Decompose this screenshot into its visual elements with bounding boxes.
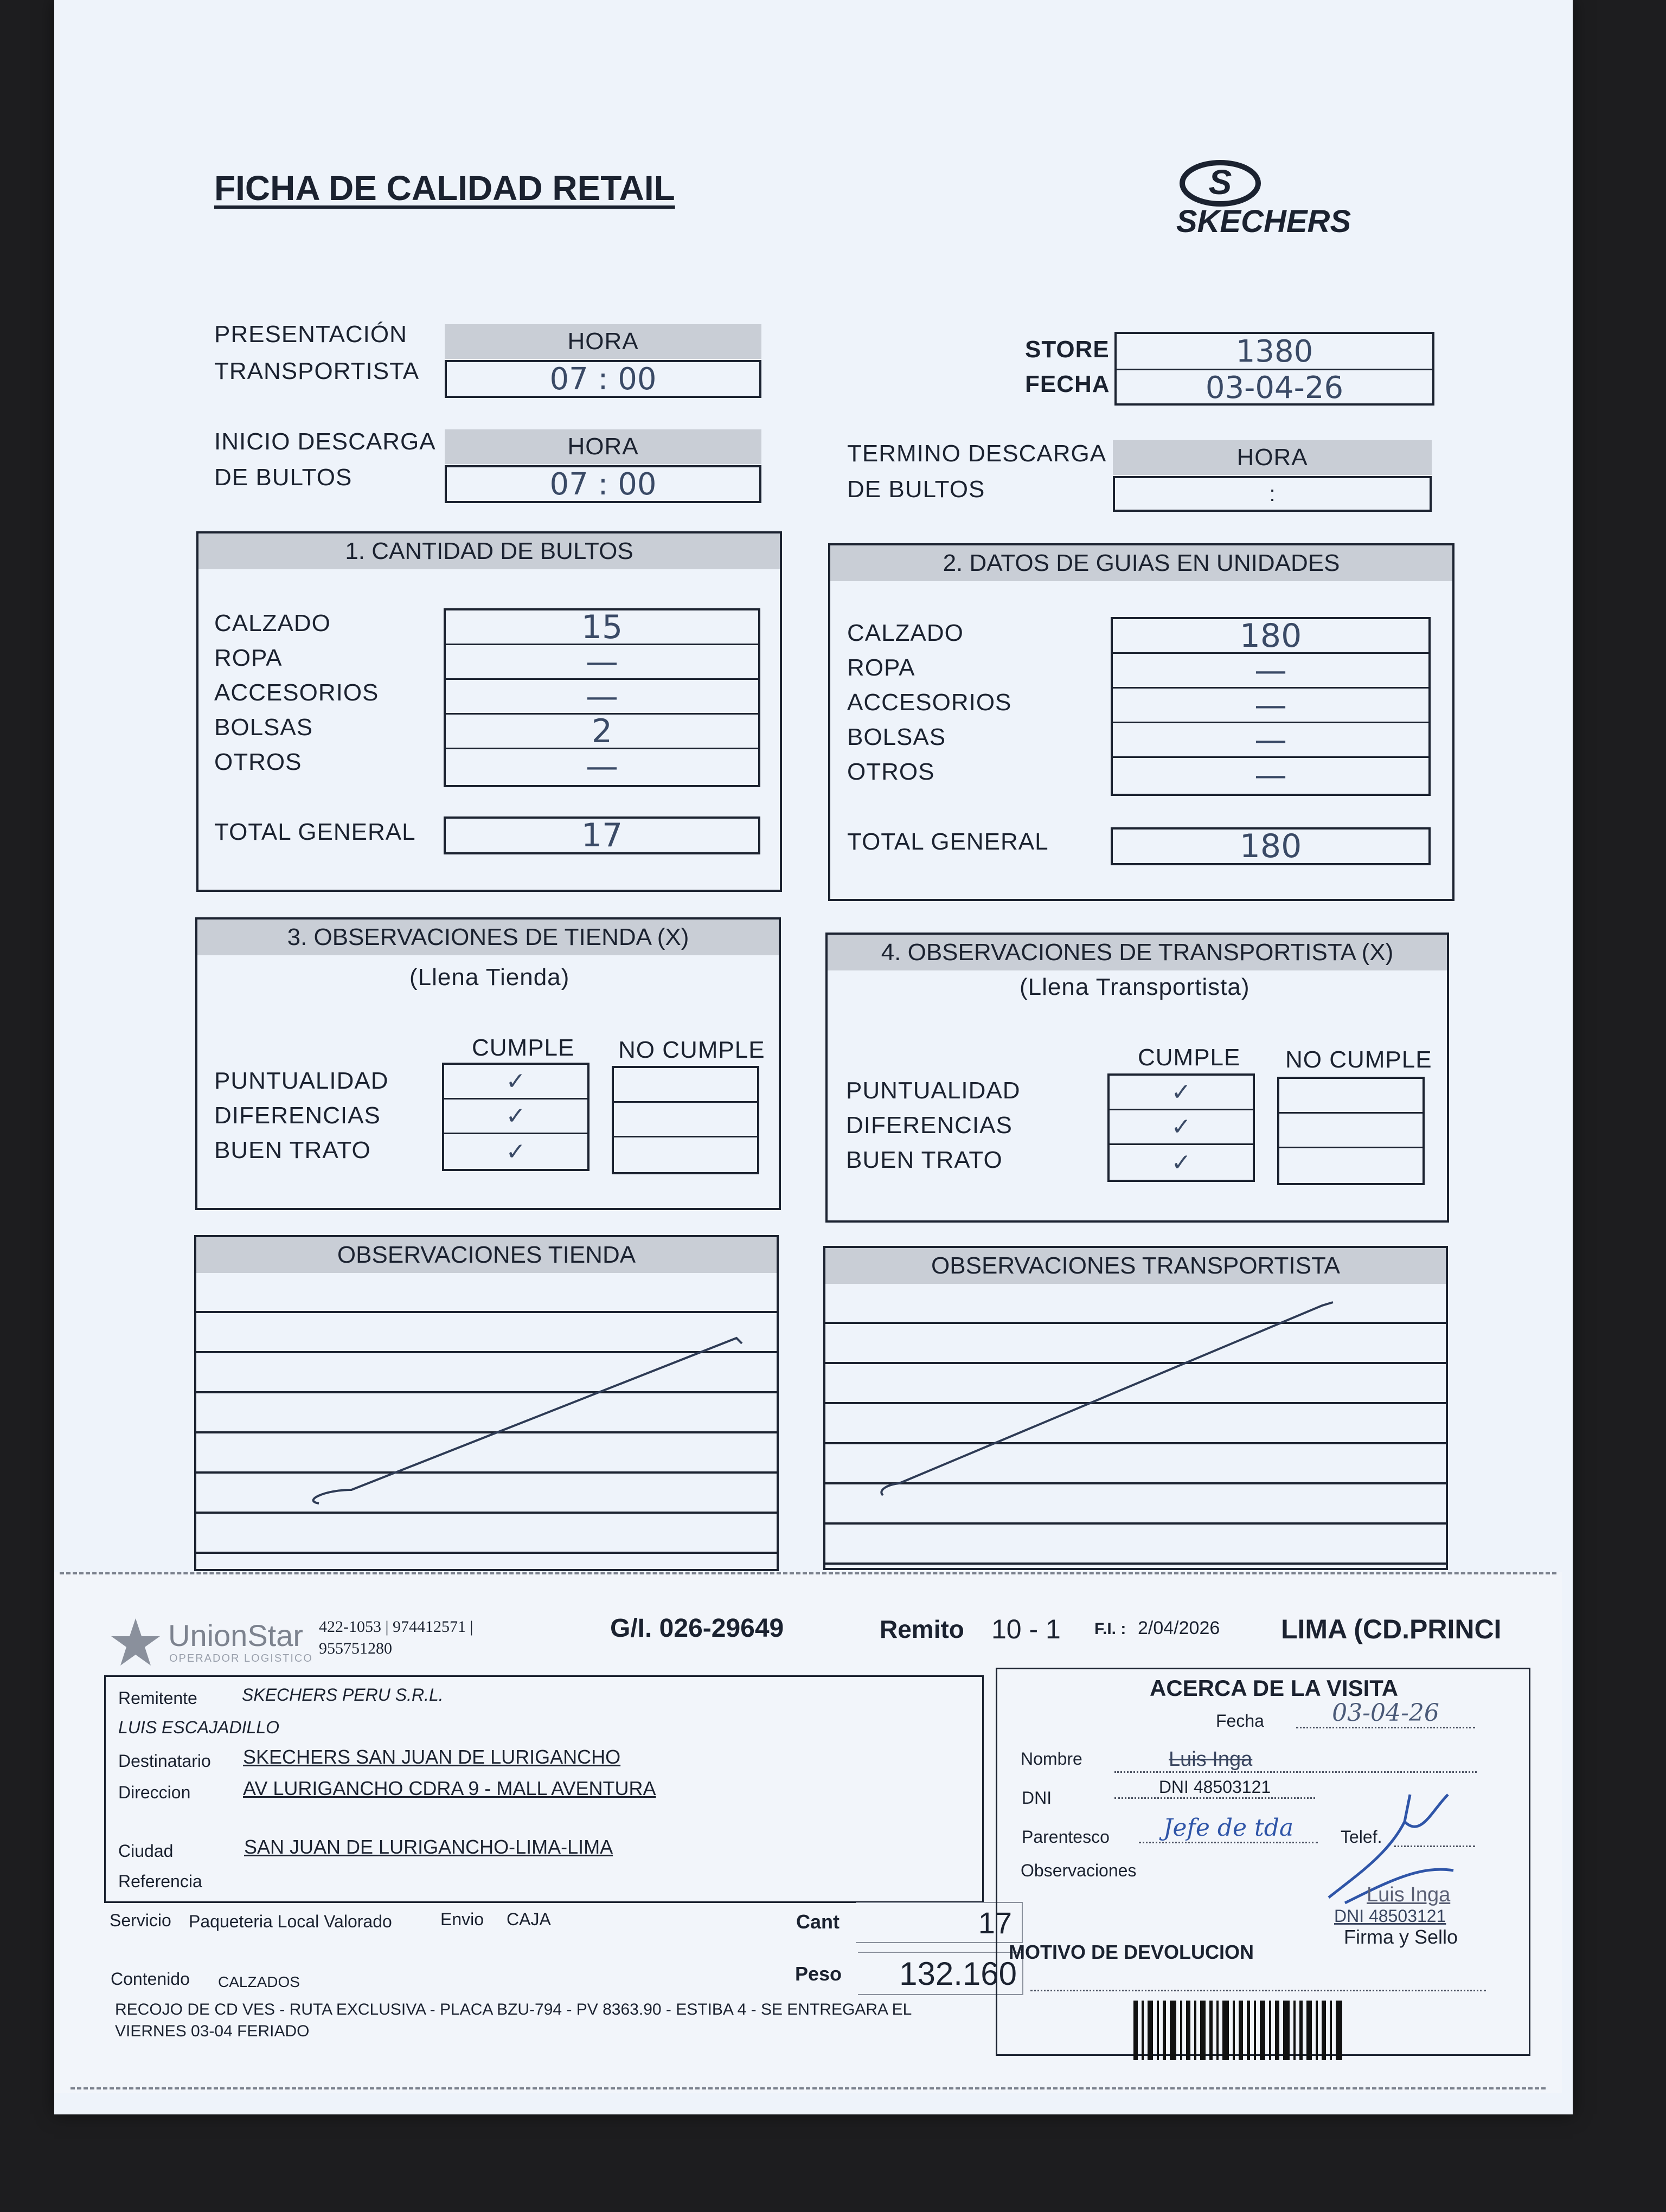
skechers-logo xyxy=(1139,157,1367,244)
barcode xyxy=(1133,2001,1346,2063)
remitente-value: SKECHERS PERU S.R.L. xyxy=(242,1685,444,1705)
accesorios-bultos-field[interactable]: — xyxy=(446,680,758,715)
company-name: UnionStar xyxy=(168,1618,304,1652)
ropa-label: ROPA xyxy=(214,645,283,671)
perforation-bottom xyxy=(71,2087,1546,2089)
servicio-value: Paqueteria Local Valorado xyxy=(189,1912,392,1931)
peso-label: Peso xyxy=(795,1963,842,1985)
shipping-slip xyxy=(54,1572,1562,2093)
inicio-hora-field[interactable]: 07 : 00 xyxy=(445,465,761,503)
ropa-bultos-field[interactable]: — xyxy=(446,645,758,680)
buen-trato-label: BUEN TRATO xyxy=(214,1137,371,1163)
accesorios-unidades-field[interactable]: — xyxy=(1113,689,1428,723)
fecha-field[interactable]: 03-04-26 xyxy=(1205,370,1344,406)
ropa-label: ROPA xyxy=(847,654,915,681)
remitente-label: Remitente xyxy=(118,1688,197,1708)
envio-value: CAJA xyxy=(507,1909,551,1929)
section1-title: 1. CANTIDAD DE BULTOS xyxy=(198,533,780,569)
bolsas-label: BOLSAS xyxy=(847,724,946,750)
company-tagline: OPERADOR LOGISTICO xyxy=(169,1652,313,1664)
buen-trato-cumple-check[interactable]: ✓ xyxy=(1171,1148,1191,1176)
visita-nombre-label: Nombre xyxy=(1021,1749,1082,1769)
transportista-label: TRANSPORTISTA xyxy=(214,358,420,384)
visita-nombre-field[interactable]: Luis Inga xyxy=(1114,1748,1477,1773)
motivo-devolucion-label: MOTIVO DE DEVOLUCION xyxy=(1009,1941,1254,1963)
section4-no-cumple-header: NO CUMPLE xyxy=(1285,1046,1432,1073)
presentacion-hora-header: HORA xyxy=(445,324,761,359)
visita-title: ACERCA DE LA VISITA xyxy=(1150,1675,1399,1701)
section3-cumple-header: CUMPLE xyxy=(472,1034,575,1061)
unionstar-logo xyxy=(108,1616,163,1673)
visita-dni-field[interactable]: DNI 48503121 xyxy=(1114,1777,1315,1799)
remito-label: Remito xyxy=(880,1615,964,1643)
peso-value: 132.160 xyxy=(858,1952,1023,1995)
svg-text:SKECHERS: SKECHERS xyxy=(1176,204,1351,239)
termino-hora-header: HORA xyxy=(1113,440,1432,475)
buen-trato-no-cumple-check[interactable] xyxy=(1279,1148,1422,1183)
visita-fecha-field[interactable]: 03-04-26 xyxy=(1296,1699,1475,1728)
puntualidad-cumple-check[interactable]: ✓ xyxy=(1110,1076,1253,1110)
firma-dni: DNI 48503121 xyxy=(1334,1906,1446,1926)
section3-no-cumple-column xyxy=(612,1066,759,1174)
ropa-unidades-field[interactable]: — xyxy=(1113,654,1428,689)
visita-parentesco-field[interactable]: Jefe de tda xyxy=(1139,1814,1318,1843)
buen-trato-label: BUEN TRATO xyxy=(846,1147,1003,1173)
remitente-contact: LUIS ESCAJADILLO xyxy=(118,1718,279,1737)
nota-line-1: RECOJO DE CD VES - RUTA EXCLUSIVA - PLACA BZU-794 - PV 8363.90 - ESTIBA 4 - SE ENTREGARA EL xyxy=(115,2001,912,2018)
calzado-label: CALZADO xyxy=(847,620,964,646)
company-phones-1: 422-1053 | 974412571 | xyxy=(319,1618,473,1636)
form-title: FICHA DE CALIDAD RETAIL xyxy=(214,169,675,208)
ciudad-label: Ciudad xyxy=(118,1841,174,1861)
bolsas-label: BOLSAS xyxy=(214,714,313,741)
referencia-label: Referencia xyxy=(118,1872,202,1891)
puntualidad-no-cumple-check[interactable] xyxy=(1279,1079,1422,1114)
presentacion-label: PRESENTACIÓN xyxy=(214,321,407,348)
section4-title: 4. OBSERVACIONES DE TRANSPORTISTA (X) xyxy=(828,935,1447,970)
direccion-label: Direccion xyxy=(118,1783,191,1802)
visita-fecha-label: Fecha xyxy=(1216,1711,1264,1731)
firma-label: Firma y Sello xyxy=(1344,1926,1458,1948)
diferencias-cumple-check[interactable]: ✓ xyxy=(1110,1110,1253,1145)
contenido-value: CALZADOS xyxy=(218,1973,300,1990)
section3-title: 3. OBSERVACIONES DE TIENDA (X) xyxy=(197,919,779,955)
visita-observaciones-label: Observaciones xyxy=(1021,1861,1137,1880)
inicio-hora-header: HORA xyxy=(445,429,761,464)
remito-value: 10 - 1 xyxy=(991,1614,1061,1644)
inicio-bultos-label: DE BULTOS xyxy=(214,464,353,491)
otros-unidades-field[interactable]: — xyxy=(1254,756,1287,794)
accesorios-label: ACCESORIOS xyxy=(847,689,1012,716)
section4-subtitle: (Llena Transportista) xyxy=(1020,974,1250,1000)
section2-labels xyxy=(847,616,1011,789)
section4-cumple-column xyxy=(1107,1073,1255,1182)
otros-label: OTROS xyxy=(214,749,302,775)
ciudad-value: SAN JUAN DE LURIGANCHO-LIMA-LIMA xyxy=(244,1836,613,1858)
fi-value: 2/04/2026 xyxy=(1138,1618,1220,1638)
otros-bultos-field[interactable]: — xyxy=(586,748,618,786)
calzado-bultos-field[interactable]: 15 xyxy=(446,610,758,645)
cant-value: 17 xyxy=(856,1902,1023,1943)
perforation-top xyxy=(60,1572,1556,1574)
observaciones-transportista-title: OBSERVACIONES TRANSPORTISTA xyxy=(825,1248,1446,1284)
bolsas-unidades-field[interactable]: — xyxy=(1113,723,1428,758)
bolsas-bultos-field[interactable]: 2 xyxy=(446,715,758,749)
store-label: STORE xyxy=(1025,336,1110,363)
termino-descarga-label: TERMINO DESCARGA xyxy=(847,440,1107,467)
section1-total-field[interactable]: 17 xyxy=(444,816,760,854)
buen-trato-cumple-check[interactable]: ✓ xyxy=(505,1137,526,1166)
visita-parentesco-label: Parentesco xyxy=(1022,1827,1110,1847)
svg-text:S: S xyxy=(1208,163,1232,202)
star-logo-icon xyxy=(108,1616,163,1670)
section3-no-cumple-header: NO CUMPLE xyxy=(618,1037,765,1063)
puntualidad-no-cumple-check[interactable] xyxy=(614,1068,757,1103)
store-fecha-box xyxy=(1114,332,1434,406)
section2-title: 2. DATOS DE GUIAS EN UNIDADES xyxy=(830,545,1452,581)
termino-bultos-label: DE BULTOS xyxy=(847,476,985,503)
section2-total-field[interactable]: 180 xyxy=(1111,827,1431,865)
fecha-label: FECHA xyxy=(1025,371,1110,397)
diferencias-label: DIFERENCIAS xyxy=(214,1102,381,1129)
diferencias-label: DIFERENCIAS xyxy=(846,1112,1013,1139)
visita-dni-label: DNI xyxy=(1022,1788,1052,1808)
section3-cumple-column xyxy=(442,1063,589,1171)
section2-total-label: TOTAL GENERAL xyxy=(847,828,1049,855)
servicio-label: Servicio xyxy=(110,1911,171,1930)
section4-cumple-header: CUMPLE xyxy=(1138,1044,1241,1071)
company-phones-2: 955751280 xyxy=(319,1639,392,1657)
fi-label: F.I. : xyxy=(1094,1620,1126,1638)
contenido-label: Contenido xyxy=(111,1969,190,1989)
accesorios-label: ACCESORIOS xyxy=(214,679,379,706)
section1-labels xyxy=(214,606,379,780)
motivo-devolucion-field[interactable] xyxy=(1030,1988,1486,1991)
inicio-descarga-label: INICIO DESCARGA xyxy=(214,428,436,455)
destino-city: LIMA (CD.PRINCI xyxy=(1281,1614,1502,1644)
otros-label: OTROS xyxy=(847,758,935,785)
section3-subtitle: (Llena Tienda) xyxy=(409,964,570,991)
calzado-unidades-field[interactable]: 180 xyxy=(1113,619,1428,654)
guia-number: G/I. 026-29649 xyxy=(610,1614,784,1643)
section2-values xyxy=(1111,617,1431,796)
section1-total-label: TOTAL GENERAL xyxy=(214,819,416,845)
puntualidad-cumple-check[interactable]: ✓ xyxy=(444,1065,587,1099)
store-field[interactable]: 1380 xyxy=(1117,334,1432,370)
observaciones-transportista-strike xyxy=(823,1246,1448,1570)
observaciones-tienda-strike xyxy=(194,1235,779,1571)
diferencias-no-cumple-check[interactable] xyxy=(614,1103,757,1137)
destinatario-value: SKECHERS SAN JUAN DE LURIGANCHO xyxy=(243,1746,621,1768)
envio-label: Envio xyxy=(440,1909,484,1929)
direccion-value: AV LURIGANCHO CDRA 9 - MALL AVENTURA xyxy=(243,1777,656,1799)
diferencias-cumple-check[interactable]: ✓ xyxy=(444,1099,587,1134)
section1-values xyxy=(444,608,760,787)
puntualidad-label: PUNTUALIDAD xyxy=(214,1068,389,1094)
firma-name: Luis Inga xyxy=(1367,1883,1451,1906)
nota-line-2: VIERNES 03-04 FERIADO xyxy=(115,2022,310,2040)
visita-telef-label: Telef. xyxy=(1341,1827,1382,1847)
termino-hora-field[interactable]: : xyxy=(1113,476,1432,512)
diferencias-no-cumple-check[interactable] xyxy=(1279,1114,1422,1148)
puntualidad-label: PUNTUALIDAD xyxy=(846,1077,1021,1104)
section4-labels xyxy=(846,1073,1021,1178)
section3-labels xyxy=(214,1064,389,1168)
calzado-label: CALZADO xyxy=(214,610,331,636)
cant-label: Cant xyxy=(796,1911,840,1933)
presentacion-hora-field[interactable]: 07 : 00 xyxy=(445,360,761,398)
section4-no-cumple-column xyxy=(1277,1077,1425,1185)
buen-trato-no-cumple-check[interactable] xyxy=(614,1137,757,1172)
observaciones-tienda-title: OBSERVACIONES TIENDA xyxy=(196,1237,777,1273)
destinatario-label: Destinatario xyxy=(118,1751,211,1771)
